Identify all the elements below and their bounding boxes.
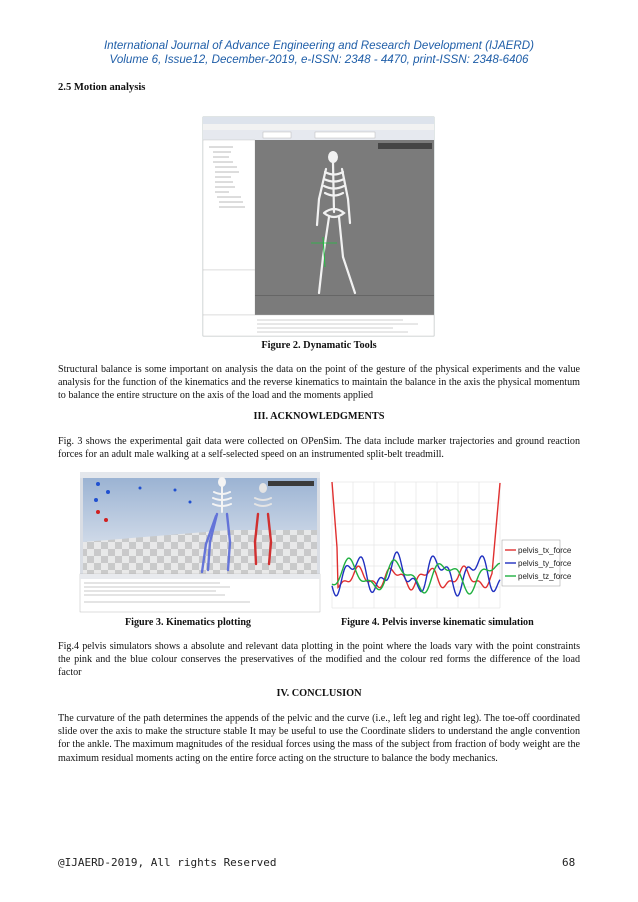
paragraph-gait-data: Fig. 3 shows the experimental gait data were collected on OPenSim. The data include marker trajectories and ground reaction forces for an adult male walking at a self-selected speed on an instrumented split-belt treadmill.	[58, 436, 580, 461]
legend-label-tx: pelvis_tx_force	[518, 546, 572, 555]
legend-label-tz: pelvis_tz_force	[518, 572, 572, 581]
footer-page-number: 68	[562, 856, 576, 869]
chart-legend	[502, 540, 572, 586]
section-motion-analysis-heading: 2.5 Motion analysis	[58, 82, 146, 93]
figure-3-caption: Figure 3. Kinematics plotting	[125, 617, 251, 628]
figure-4-caption: Figure 4. Pelvis inverse kinematic simulation	[341, 617, 534, 628]
section-acknowledgments-heading: III. ACKNOWLEDGMENTS	[253, 411, 385, 422]
figure-3-kinematics-screenshot	[80, 472, 320, 612]
footer-copyright: @IJAERD-2019, All rights Reserved	[58, 856, 277, 869]
figure-4-pelvis-force-plot	[324, 478, 572, 612]
section-conclusion-heading: IV. CONCLUSION	[276, 688, 362, 699]
paragraph-conclusion: The curvature of the path determines the appends of the pelvic and the curve (i.e., left leg and right leg). The toe-off coordinated slide over the axis to make the structure stable It may be useful to use the Coordinate sliders to understand the angle convention for the ankle. The maximum magnitudes of the residual forces using the mass of the subject from fraction of body weight are the maximum residual moments acting on the entire force acting on the structure to balance the body mechanics.	[58, 713, 580, 764]
paragraph-pelvis-simulators: Fig.4 pelvis simulators shows a absolute and relevant data plotting in the point where the loads vary with the point constraints the pink and the blue colour conserves the preservatives of the modified and the colour red forms the difference of the load factor	[58, 641, 580, 679]
journal-title: International Journal of Advance Engineering and Research Development (IJAERD)	[103, 39, 535, 52]
figure-2-opensim-screenshot	[203, 117, 434, 336]
pelvis-force-chart	[324, 478, 572, 612]
journal-volume: Volume 6, Issue12, December-2019, e-ISSN: 2348 - 4470, print-ISSN: 2348-6406	[109, 53, 529, 66]
figure-2-caption: Figure 2. Dynamatic Tools	[261, 340, 377, 351]
paragraph-structural-balance: Structural balance is some important on analysis the data on the point of the gesture of the physical experiments and the value analysis for the function of the kinematics and the reverse kinematics to maintain the balance in the axis the physical momentum to balance the entire structure on the axis of the load and the moments applied	[58, 364, 580, 402]
legend-label-ty: pelvis_ty_force	[518, 559, 572, 568]
